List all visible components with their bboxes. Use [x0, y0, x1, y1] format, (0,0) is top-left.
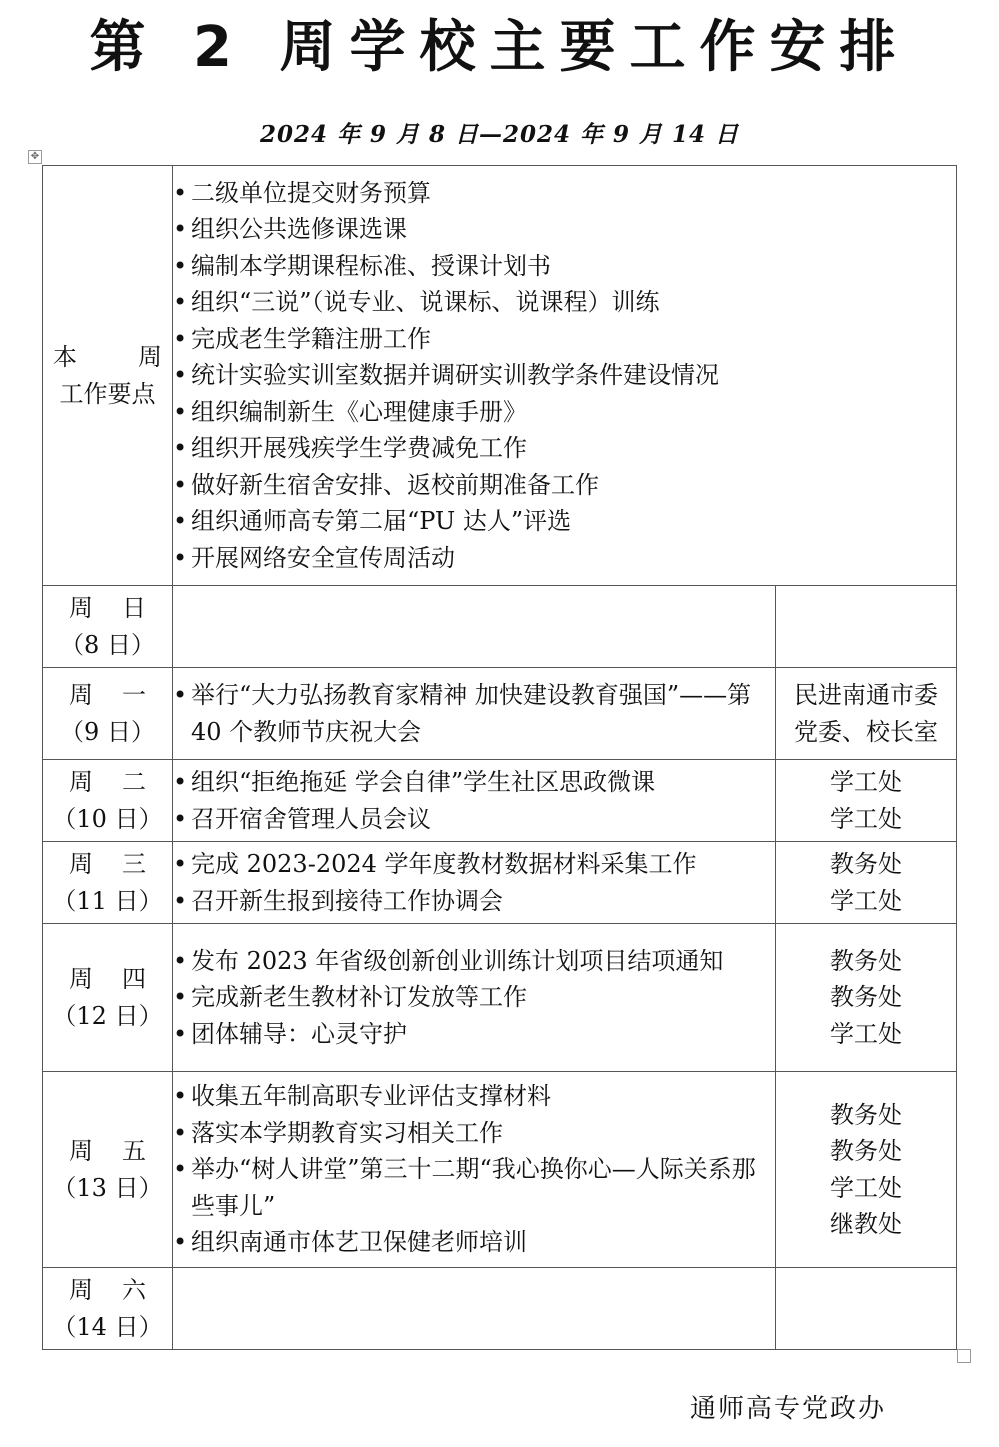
- day-date: （14 日）: [52, 1312, 163, 1341]
- day-name-char: 周: [69, 768, 93, 796]
- day-depts: [776, 586, 957, 668]
- key-point-text: 组织编制新生《心理健康手册》: [191, 397, 527, 426]
- key-point-item: [173, 248, 956, 285]
- bullet-icon: •: [173, 215, 188, 244]
- day-items: [173, 760, 776, 842]
- key-points-label: [43, 166, 173, 586]
- day-name-char: 周: [69, 850, 93, 878]
- key-points-row: [43, 166, 957, 586]
- key-point-text: 完成老生学籍注册工作: [191, 324, 431, 353]
- department: 教务处: [830, 850, 902, 878]
- key-points-label-line2: 工作要点: [59, 379, 156, 408]
- bullet-icon: •: [173, 361, 188, 390]
- bullet-icon: •: [173, 324, 188, 353]
- day-items: [173, 1268, 776, 1350]
- key-point-text: 二级单位提交财务预算: [191, 178, 431, 207]
- day-item: [173, 1078, 775, 1115]
- key-point-text: 组织通师高专第二届“PU 达人”评选: [191, 507, 572, 536]
- department: 学工处: [830, 886, 902, 915]
- day-date: （8 日）: [60, 630, 155, 659]
- bullet-icon: •: [173, 983, 188, 1012]
- day-row: [43, 1072, 957, 1268]
- day-item: [173, 764, 775, 801]
- day-label: [43, 1072, 173, 1268]
- day-date: （13 日）: [52, 1173, 163, 1202]
- day-item-text: 发布 2023 年省级创新创业训练计划项目结项通知: [191, 946, 724, 975]
- day-items: [173, 668, 776, 760]
- bullet-icon: •: [173, 507, 188, 536]
- department: 教务处: [830, 1137, 902, 1165]
- bullet-icon: •: [173, 768, 188, 796]
- bullet-icon: •: [173, 178, 188, 207]
- day-item: [173, 1115, 775, 1152]
- day-name: [43, 1133, 172, 1170]
- day-item-text: 举办“树人讲堂”第三十二期“我心换你心—人际关系那些事儿”: [191, 1155, 756, 1220]
- day-depts: [776, 842, 957, 924]
- bullet-icon: •: [173, 850, 188, 878]
- department: 党委、校长室: [794, 717, 938, 746]
- key-point-item: [173, 211, 956, 248]
- day-label: [43, 842, 173, 924]
- key-point-text: 统计实验实训室数据并调研实训教学条件建设情况: [191, 361, 719, 390]
- table-move-handle-icon[interactable]: ✥: [28, 150, 42, 164]
- day-items: [173, 924, 776, 1072]
- key-point-text: 编制本学期课程标准、授课计划书: [191, 251, 551, 280]
- bullet-icon: •: [173, 1019, 188, 1048]
- day-name-char: 四: [122, 965, 146, 993]
- bullet-icon: •: [173, 251, 188, 280]
- table-resize-handle-icon[interactable]: [957, 1349, 971, 1363]
- day-depts: [776, 1072, 957, 1268]
- bullet-icon: •: [173, 1228, 188, 1257]
- day-row: [43, 586, 957, 668]
- key-point-text: 组织公共选修课选课: [191, 215, 407, 244]
- key-points-label-char: 周: [138, 343, 162, 371]
- bullet-icon: •: [173, 1082, 188, 1111]
- bullet-icon: •: [173, 1118, 188, 1147]
- day-row: [43, 1268, 957, 1350]
- key-point-item: [173, 430, 956, 467]
- key-point-item: [173, 540, 956, 577]
- day-depts: [776, 760, 957, 842]
- day-name-char: 一: [122, 681, 146, 709]
- bullet-icon: •: [173, 470, 188, 499]
- day-name: [43, 961, 172, 998]
- signature: 通师高专党政办: [690, 1394, 887, 1424]
- day-item: [173, 677, 775, 750]
- key-point-text: 开展网络安全宣传周活动: [191, 543, 455, 572]
- day-item: [173, 979, 775, 1016]
- key-point-item: [173, 503, 956, 540]
- page-title: 第 2 周学校主要工作安排: [89, 15, 910, 80]
- day-name-char: 六: [122, 1276, 146, 1304]
- bullet-icon: •: [173, 1155, 188, 1184]
- day-items: [173, 586, 776, 668]
- bullet-icon: •: [173, 681, 188, 709]
- day-item: [173, 1151, 775, 1224]
- key-points-list: [173, 166, 957, 586]
- day-date: （9 日）: [60, 717, 155, 746]
- bullet-icon: •: [173, 886, 188, 915]
- bullet-icon: •: [173, 434, 188, 463]
- day-date: （12 日）: [52, 1001, 163, 1030]
- day-item-text: 完成 2023-2024 学年度教材数据材料采集工作: [191, 850, 697, 878]
- day-label: [43, 1268, 173, 1350]
- day-item-text: 落实本学期教育实习相关工作: [191, 1118, 503, 1147]
- bullet-icon: •: [173, 946, 188, 975]
- day-name: [43, 1272, 172, 1309]
- department: 学工处: [830, 804, 902, 833]
- day-item: [173, 1016, 775, 1053]
- schedule-table: [42, 165, 957, 1350]
- key-point-item: [173, 321, 956, 358]
- day-name: [43, 677, 172, 714]
- day-name-char: 五: [122, 1137, 146, 1165]
- day-item-text: 团体辅导：心灵守护: [191, 1019, 407, 1048]
- department: 学工处: [830, 1173, 902, 1202]
- day-name: [43, 764, 172, 801]
- day-items: [173, 1072, 776, 1268]
- key-point-item: [173, 394, 956, 431]
- key-point-text: 做好新生宿舍安排、返校前期准备工作: [191, 470, 599, 499]
- key-point-item: [173, 175, 956, 212]
- department: 教务处: [830, 946, 902, 975]
- day-name-char: 三: [122, 850, 146, 878]
- day-label: [43, 586, 173, 668]
- day-label: [43, 760, 173, 842]
- department: 民进南通市委: [794, 681, 938, 709]
- day-row: [43, 924, 957, 1072]
- day-date: （10 日）: [52, 804, 163, 833]
- key-point-item: [173, 357, 956, 394]
- day-name-char: 周: [69, 1276, 93, 1304]
- bullet-icon: •: [173, 288, 188, 317]
- day-item: [173, 846, 775, 883]
- department: 继教处: [830, 1210, 902, 1238]
- department: 教务处: [830, 983, 902, 1012]
- key-point-text: 组织开展残疾学生学费减免工作: [191, 434, 527, 463]
- day-date: （11 日）: [52, 886, 163, 915]
- day-item-text: 举行“大力弘扬教育家精神 加快建设教育强国”——第 40 个教师节庆祝大会: [191, 681, 752, 746]
- day-item-text: 组织南通市体艺卫保健老师培训: [191, 1228, 527, 1257]
- day-name: [43, 590, 172, 627]
- day-name: [43, 846, 172, 883]
- day-item-text: 收集五年制高职专业评估支撑材料: [191, 1082, 551, 1111]
- day-item: [173, 1224, 775, 1261]
- day-depts: [776, 668, 957, 760]
- day-label: [43, 924, 173, 1072]
- day-item: [173, 883, 775, 920]
- day-depts: [776, 1268, 957, 1350]
- key-point-item: [173, 284, 956, 321]
- bullet-icon: •: [173, 543, 188, 572]
- day-name-char: 日: [122, 594, 146, 622]
- key-points-label-char: 本: [53, 343, 77, 371]
- day-depts: [776, 924, 957, 1072]
- day-row: [43, 668, 957, 760]
- day-item-text: 召开新生报到接待工作协调会: [191, 886, 503, 915]
- day-name-char: 二: [122, 768, 146, 796]
- day-name-char: 周: [69, 681, 93, 709]
- day-label: [43, 668, 173, 760]
- date-range: 2024 年 9 月 8 日—2024 年 9 月 14 日: [259, 121, 740, 148]
- bullet-icon: •: [173, 804, 188, 833]
- day-name-char: 周: [69, 1137, 93, 1165]
- day-item: [173, 801, 775, 838]
- day-row: [43, 760, 957, 842]
- department: 教务处: [830, 1100, 902, 1129]
- day-item-text: 完成新老生教材补订发放等工作: [191, 983, 527, 1012]
- day-item-text: 召开宿舍管理人员会议: [191, 804, 431, 833]
- day-name-char: 周: [69, 965, 93, 993]
- key-point-text: 组织“三说”（说专业、说课标、说课程）训练: [191, 288, 660, 317]
- day-name-char: 周: [69, 594, 93, 622]
- day-item: [173, 943, 775, 980]
- department: 学工处: [830, 1019, 902, 1048]
- department: 学工处: [830, 768, 902, 796]
- key-point-item: [173, 467, 956, 504]
- day-item-text: 组织“拒绝拖延 学会自律”学生社区思政微课: [191, 768, 656, 796]
- day-row: [43, 842, 957, 924]
- day-items: [173, 842, 776, 924]
- bullet-icon: •: [173, 397, 188, 426]
